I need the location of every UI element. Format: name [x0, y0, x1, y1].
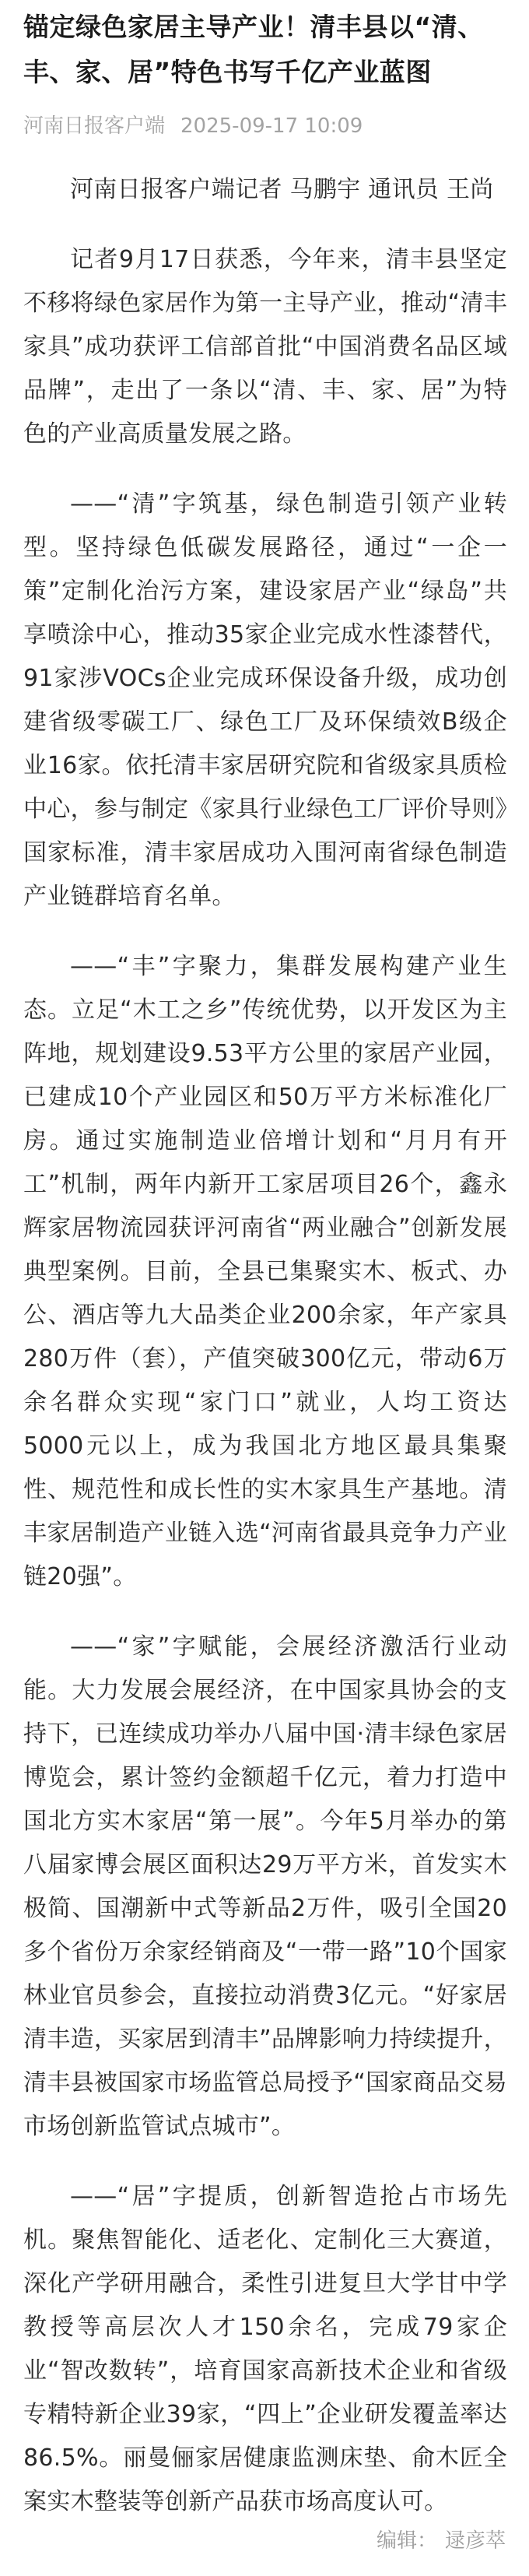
editor-name: 逯彦萃 [444, 2529, 506, 2553]
article-datetime: 2025-09-17 10:09 [180, 114, 363, 138]
body-paragraph: ——“居”字提质，创新智造抢占市场先机。聚焦智能化、适老化、定制化三大赛道，深化产学研用融合，柔性引进复旦大学甘中学教授等高层次人才150余名，完成79家企业“智改数转”，培育国家高新技术企业和省级专精特新企业39家，“四上”企业研发覆盖率达86.5%。丽曼俪家居健康监测床垫、俞木匠全案实木整装等创新产品获市场高度认可。 [23, 2183, 507, 2515]
editor-label: 编辑： [376, 2529, 437, 2553]
article-meta [23, 112, 507, 140]
body-paragraph: ——“丰”字聚力，集群发展构建产业生态。立足“木工之乡”传统优势，以开发区为主阵地，规划建设9.53平方公里的家居产业园，已建成10个产业园区和50万平方米标准化厂房。通过实施制造业倍增计划和“月月有开工”机制，两年内新开工家居项目26个，鑫永辉家居物流园获评河南省“两业融合”创新发展典型案例。目前，全县已集聚实木、板式、办公、酒店等九大品类企业200余家，年产家具280万件（套），产值突破300亿元，带动6万余名群众实现“家门口”就业，人均工资达5000元以上，成为我国北方地区最具集聚性、规范性和成长性的实木家具生产基地。清丰家居制造产业链入选“河南省最具竞争力产业链20强”。 [23, 953, 507, 1590]
article-title: 锚定绿色家居主导产业！清丰县以“清、丰、家、居”特色书写千亿产业蓝图 [23, 12, 484, 87]
byline-paragraph: 河南日报客户端记者 马鹏宇 通讯员 王尚 [70, 176, 494, 203]
article-body [23, 168, 507, 2524]
editor-credit [377, 2527, 506, 2555]
body-paragraph: ——“清”字筑基，绿色制造引领产业转型。坚持绿色低碳发展路径，通过“一企一策”定制化治污方案，建设家居产业“绿岛”共享喷涂中心，推动35家企业完成水性漆替代，91家涉VOCs企业完成环保设备升级，成功创建省级零碳工厂、绿色工厂及环保绩效B级企业16家。依托清丰家居研究院和省级家具质检中心，参与制定《家具行业绿色工厂评价导则》国家标准，清丰家居成功入围河南省绿色制造产业链群培育名单。 [23, 490, 507, 910]
body-paragraph: ——“家”字赋能，会展经济激活行业动能。大力发展会展经济，在中国家具协会的支持下，已连续成功举办八届中国·清丰绿色家居博览会，累计签约金额超千亿元，着力打造中国北方实木家居“第一展”。今年5月举办的第八届家博会展区面积达29万平方米，首发实木极简、国潮新中式等新品2万件，吸引全国20多个省份万余家经销商及“一带一路”10个国家林业官员参会，直接拉动消费3亿元。“好家居清丰造，买家居到清丰”品牌影响力持续提升，清丰县被国家市场监管总局授予“国家商品交易市场创新监管试点城市”。 [23, 1633, 507, 2140]
article-source[interactable]: 河南日报客户端 [23, 114, 166, 138]
body-paragraph: 记者9月17日获悉，今年来，清丰县坚定不移将绿色家居作为第一主导产业，推动“清丰家具”成功获评工信部首批“中国消费名品区域品牌”，走出了一条以“清、丰、家、居”为特色的产业高质量发展之路。 [23, 246, 507, 448]
